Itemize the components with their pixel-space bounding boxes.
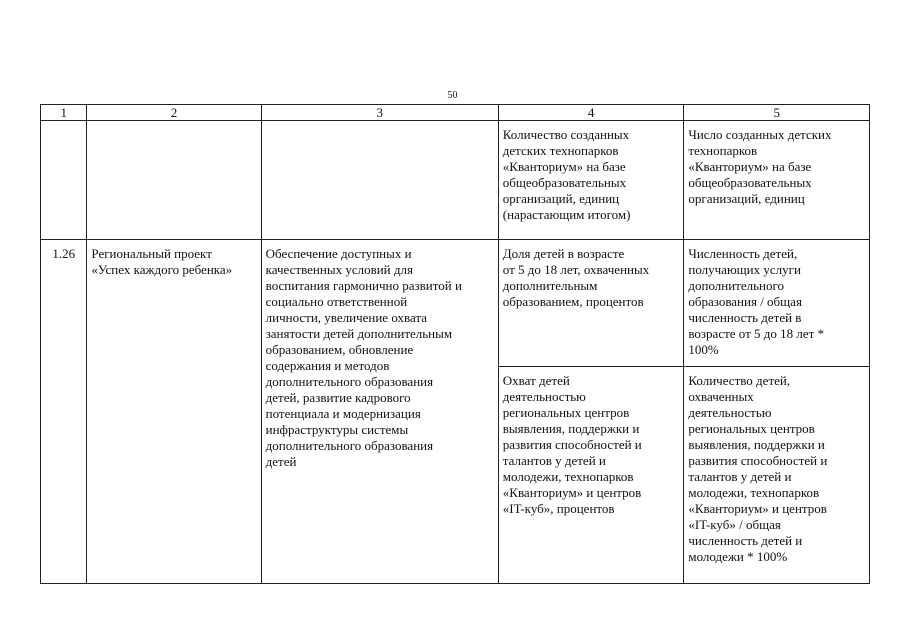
cell-line: Число созданных детских xyxy=(688,127,832,142)
cell-line: дополнительного образования xyxy=(265,438,434,453)
cell-line: от 5 до 18 лет, охваченных xyxy=(502,262,650,277)
cell-line: «Кванториум» на базе xyxy=(688,159,812,174)
cell-line: охваченных xyxy=(688,389,754,404)
cell-line: «Кванториум» и центров xyxy=(502,485,642,500)
cell-number xyxy=(41,121,87,240)
header-col-4: 4 xyxy=(498,105,684,121)
cell-line: Охват детей xyxy=(502,373,570,388)
cell-line: Количество созданных xyxy=(502,127,630,142)
cell-line: дополнительного образования xyxy=(265,374,434,389)
cell-line: численность детей и xyxy=(688,533,803,548)
cell-line: технопарков xyxy=(688,143,758,158)
cell-line: личности, увеличение охвата xyxy=(265,310,428,325)
header-col-1: 1 xyxy=(41,105,87,121)
cell-line: молодежи * 100% xyxy=(688,549,788,564)
header-col-3: 3 xyxy=(261,105,498,121)
cell-line: содержания и методов xyxy=(265,358,390,373)
cell-line: молодежи, технопарков xyxy=(502,469,634,484)
cell-line: «Успех каждого ребенка» xyxy=(91,262,233,277)
cell-indicator xyxy=(498,240,684,367)
table-row xyxy=(41,240,870,367)
cell-formula xyxy=(684,367,870,584)
cell-line: социально ответственной xyxy=(265,294,408,309)
cell-line: потенциала и модернизация xyxy=(265,406,421,421)
cell-line: дополнительного xyxy=(688,278,785,293)
cell-line: выявления, поддержки и xyxy=(502,421,640,436)
cell-line: деятельностью xyxy=(502,389,586,404)
cell-indicator xyxy=(498,367,684,584)
table-row xyxy=(41,121,870,240)
cell-line: «IT-куб» / общая xyxy=(688,517,781,532)
cell-line: развития способностей и xyxy=(502,437,642,452)
cell-line: образованием, обновление xyxy=(265,342,414,357)
cell-line: талантов у детей и xyxy=(688,469,792,484)
cell-line: получающих услуги xyxy=(688,262,801,277)
cell-line: Количество детей, xyxy=(688,373,791,388)
cell-line: (нарастающим итогом) xyxy=(502,207,631,222)
cell-line: «Кванториум» и центров xyxy=(688,501,827,516)
cell-line: численность детей в xyxy=(688,310,802,325)
cell-line: Региональный проект xyxy=(91,246,212,261)
cell-line: 100% xyxy=(688,342,719,357)
cell-line: выявления, поддержки и xyxy=(688,437,825,452)
cell-description xyxy=(261,121,498,240)
cell-project xyxy=(87,121,261,240)
cell-line: общеобразовательных xyxy=(688,175,812,190)
cell-line: воспитания гармонично развитой и xyxy=(265,278,462,293)
cell-line: дополнительным xyxy=(502,278,598,293)
cell-line: талантов у детей и xyxy=(502,453,606,468)
table-header xyxy=(41,105,870,121)
indicators-table xyxy=(40,104,870,584)
cell-line: деятельностью xyxy=(688,405,772,420)
header-col-2: 2 xyxy=(87,105,261,121)
cell-line: детей xyxy=(265,454,297,469)
cell-line: организаций, единиц xyxy=(688,191,805,206)
cell-line: инфраструктуры системы xyxy=(265,422,409,437)
cell-line: молодежи, технопарков xyxy=(688,485,820,500)
cell-formula xyxy=(684,240,870,367)
cell-indicator xyxy=(498,121,684,240)
header-col-5: 5 xyxy=(684,105,870,121)
page-number: 50 xyxy=(447,90,458,101)
cell-line: «IT-куб», процентов xyxy=(502,501,615,516)
cell-line: «Кванториум» на базе xyxy=(502,159,626,174)
cell-line: Обеспечение доступных и xyxy=(265,246,412,261)
cell-line: детских технопарков xyxy=(502,143,619,158)
cell-line: развития способностей и xyxy=(688,453,828,468)
cell-line: региональных центров xyxy=(502,405,630,420)
cell-line: качественных условий для xyxy=(265,262,413,277)
cell-project xyxy=(87,240,261,584)
cell-line: организаций, единиц xyxy=(502,191,620,206)
cell-description xyxy=(261,240,498,584)
cell-line: занятости детей дополнительным xyxy=(265,326,453,341)
cell-line: образования / общая xyxy=(688,294,802,309)
cell-line: региональных центров xyxy=(688,421,815,436)
cell-line: Численность детей, xyxy=(688,246,798,261)
cell-line: Доля детей в возрасте xyxy=(502,246,625,261)
cell-line: детей, развитие кадрового xyxy=(265,390,411,405)
cell-formula xyxy=(684,121,870,240)
cell-line: возрасте от 5 до 18 лет * xyxy=(688,326,825,341)
cell-number: 1.26 xyxy=(41,240,87,584)
cell-line: общеобразовательных xyxy=(502,175,627,190)
cell-line: образованием, процентов xyxy=(502,294,644,309)
